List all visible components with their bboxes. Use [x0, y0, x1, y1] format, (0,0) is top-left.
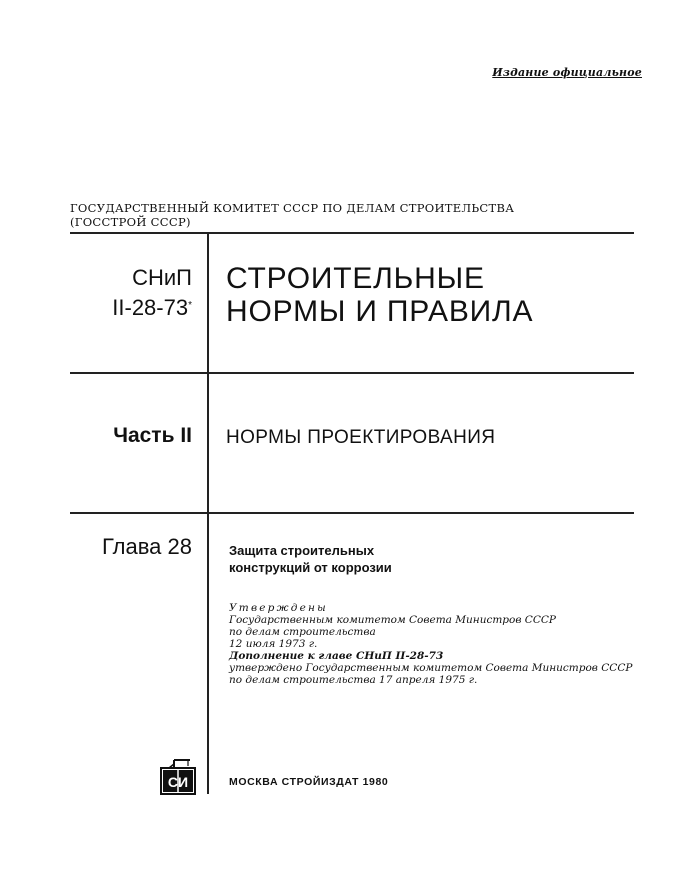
document-code-type: СНиП [132, 265, 192, 290]
chapter-title [229, 542, 392, 576]
approval-line: по делам строительства [229, 626, 376, 638]
divider-part [70, 372, 634, 374]
committee-abbreviation: (ГОССТРОЙ СССР) [70, 215, 191, 229]
amended-mark: * [188, 300, 192, 311]
approval-date: 12 июля 1973 г. [229, 638, 318, 650]
document-title-line2: НОРМЫ И ПРАВИЛА [226, 295, 534, 328]
chapter-title-line2: конструкций от коррозии [229, 560, 392, 575]
approval-heading: Утверждены [229, 602, 328, 614]
document-title-line1: СТРОИТЕЛЬНЫЕ [226, 262, 485, 295]
document-title [226, 262, 533, 328]
chapter-label: Глава 28 [101, 534, 192, 559]
official-edition-label: Издание официальное [492, 66, 642, 79]
committee-name: ГОСУДАРСТВЕННЫЙ КОМИТЕТ СССР ПО ДЕЛАМ СТРОИТЕЛЬСТВА [70, 201, 515, 215]
part-label: Часть II [113, 424, 192, 447]
divider-top [70, 232, 634, 234]
publisher-imprint: МОСКВА СТРОЙИЗДАТ 1980 [229, 776, 389, 788]
divider-chapter [70, 512, 634, 514]
amendment-title: Дополнение к главе СНиП II-28-73 [229, 650, 444, 662]
amendment-line: по делам строительства 17 апреля 1975 г. [229, 674, 478, 686]
document-code-number: II-28-73* [112, 295, 192, 320]
amendment-line: утверждено Государственным комитетом Совета Министров СССР [229, 662, 633, 674]
document-code [112, 263, 192, 323]
approval-notice [229, 602, 632, 686]
stroyizdat-logo-icon [160, 759, 196, 795]
chapter-title-line1: Защита строительных [229, 543, 375, 558]
divider-vertical [207, 233, 209, 794]
logo-letters: СИ [167, 774, 189, 790]
approval-line: Государственным комитетом Совета Министров СССР [229, 614, 556, 626]
part-title: НОРМЫ ПРОЕКТИРОВАНИЯ [226, 427, 496, 448]
committee-header [70, 201, 514, 229]
